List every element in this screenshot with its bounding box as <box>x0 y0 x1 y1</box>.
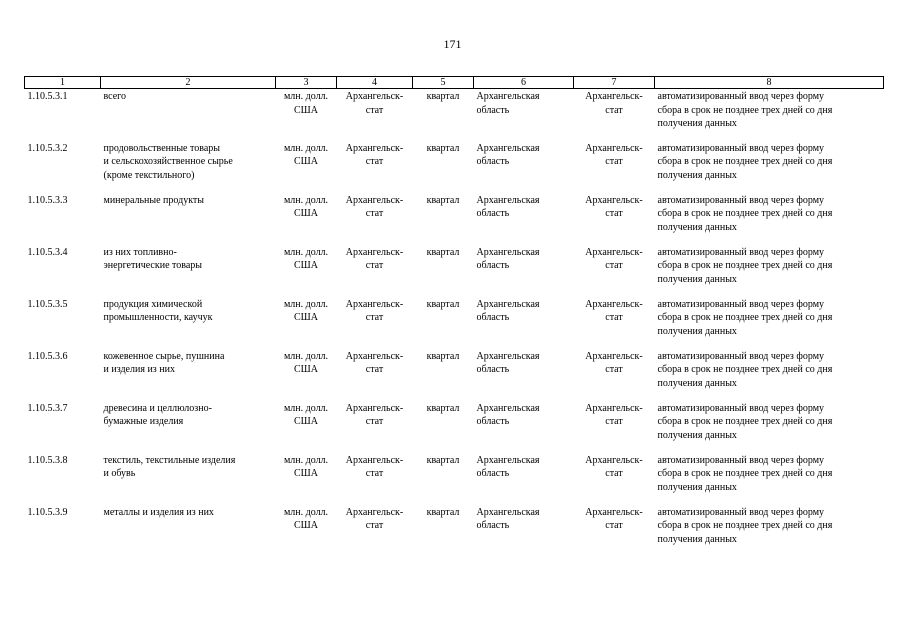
entry-method-text: автоматизированный ввод через форму сбора в срок не позднее трех дней со дня получения данных <box>657 246 833 285</box>
responsible-party-text: Архангельск- стат <box>585 194 643 219</box>
cell-indicator-name <box>101 349 276 401</box>
column-header-3: 3 <box>276 77 337 89</box>
indicator-name-text: всего <box>103 91 127 102</box>
periodicity-text: квартал <box>426 91 460 102</box>
indicator-code-text: 1.10.5.3.1 <box>27 91 68 102</box>
unit-of-measure-text: млн. долл. США <box>283 402 329 427</box>
cell-unit-of-measure <box>276 349 337 401</box>
territory-level-text: Архангельская область <box>476 350 540 375</box>
cell-indicator-name <box>101 89 276 141</box>
data-source-text: Архангельск- стат <box>345 402 404 427</box>
cell-territory-level <box>474 349 574 401</box>
page-number: 171 <box>443 37 462 51</box>
responsible-party-text: Архангельск- стат <box>585 506 643 531</box>
entry-method-text: автоматизированный ввод через форму сбора в срок не позднее трех дней со дня получения данных <box>657 142 833 181</box>
data-source-text: Архангельск- стат <box>345 246 404 271</box>
indicator-name-text: древесина и целлюлозно- бумажные изделия <box>103 402 212 427</box>
data-source-text: Архангельск- стат <box>345 298 404 323</box>
cell-responsible-party <box>574 193 655 245</box>
table-row <box>25 89 884 141</box>
cell-unit-of-measure <box>276 141 337 193</box>
indicator-name-text: минеральные продукты <box>103 194 205 206</box>
cell-periodicity <box>413 297 474 349</box>
indicator-name-text: текстиль, текстильные изделия и обувь <box>103 454 236 479</box>
unit-of-measure-text: млн. долл. США <box>283 91 329 116</box>
cell-responsible-party <box>574 141 655 193</box>
cell-territory-level <box>474 453 574 505</box>
territory-level-text: Архангельская область <box>476 402 540 427</box>
indicator-name-text: продовольственные товары и сельскохозяйственное сырье (кроме текстильного) <box>103 142 233 181</box>
table-row <box>25 245 884 297</box>
cell-entry-method <box>655 453 884 505</box>
cell-territory-level <box>474 89 574 141</box>
unit-of-measure-text: млн. долл. США <box>283 142 329 167</box>
responsible-party-text: Архангельск- стат <box>585 142 643 167</box>
periodicity-text: квартал <box>426 350 460 362</box>
table-row <box>25 193 884 245</box>
unit-of-measure-text: млн. долл. США <box>283 454 329 479</box>
cell-unit-of-measure <box>276 505 337 557</box>
cell-entry-method <box>655 505 884 557</box>
indicator-name-text: из них топливно- энергетические товары <box>103 246 203 271</box>
periodicity-text: квартал <box>426 506 460 518</box>
cell-indicator-code <box>25 141 101 193</box>
entry-method-text: автоматизированный ввод через форму сбора в срок не позднее трех дней со дня получения данных <box>657 454 833 493</box>
cell-data-source <box>337 297 413 349</box>
column-header-8: 8 <box>655 77 884 89</box>
territory-level-text: Архангельская область <box>476 298 540 323</box>
data-source-text: Архангельск- стат <box>345 142 404 167</box>
cell-indicator-name <box>101 401 276 453</box>
responsible-party-text: Архангельск- стат <box>585 91 643 116</box>
data-source-text: Архангельск- стат <box>345 506 404 531</box>
data-source-text: Архангельск- стат <box>345 194 404 219</box>
indicator-name-text: кожевенное сырье, пушнина и изделия из них <box>103 350 225 375</box>
cell-unit-of-measure <box>276 297 337 349</box>
cell-periodicity <box>413 349 474 401</box>
cell-indicator-name <box>101 245 276 297</box>
indicator-table <box>24 76 884 557</box>
column-header-6: 6 <box>474 77 574 89</box>
unit-of-measure-text: млн. долл. США <box>283 194 329 219</box>
column-header-5: 5 <box>413 77 474 89</box>
indicator-code-text: 1.10.5.3.3 <box>27 194 68 206</box>
cell-indicator-code <box>25 453 101 505</box>
table-body <box>25 89 884 557</box>
territory-level-text: Архангельская область <box>476 454 540 479</box>
cell-data-source <box>337 141 413 193</box>
cell-indicator-name <box>101 505 276 557</box>
periodicity-text: квартал <box>426 194 460 206</box>
cell-data-source <box>337 401 413 453</box>
cell-indicator-code <box>25 401 101 453</box>
cell-responsible-party <box>574 89 655 141</box>
unit-of-measure-text: млн. долл. США <box>283 506 329 531</box>
column-header-7: 7 <box>574 77 655 89</box>
periodicity-text: квартал <box>426 298 460 310</box>
cell-indicator-name <box>101 297 276 349</box>
unit-of-measure-text: млн. долл. США <box>283 298 329 323</box>
table-row <box>25 453 884 505</box>
cell-data-source <box>337 245 413 297</box>
entry-method-text: автоматизированный ввод через форму сбора в срок не позднее трех дней со дня получения данных <box>657 194 833 233</box>
unit-of-measure-text: млн. долл. США <box>283 350 329 375</box>
data-source-text: Архангельск- стат <box>345 350 404 375</box>
indicator-name-text: продукция химической промышленности, каучук <box>103 298 213 323</box>
cell-entry-method <box>655 349 884 401</box>
cell-territory-level <box>474 245 574 297</box>
territory-level-text: Архангельская область <box>476 246 540 271</box>
indicator-code-text: 1.10.5.3.4 <box>27 246 68 258</box>
cell-indicator-code <box>25 505 101 557</box>
unit-of-measure-text: млн. долл. США <box>283 246 329 271</box>
cell-indicator-name <box>101 453 276 505</box>
table-row <box>25 349 884 401</box>
entry-method-text: автоматизированный ввод через форму сбора в срок не позднее трех дней со дня получения данных <box>657 506 833 545</box>
entry-method-text: автоматизированный ввод через форму сбора в срок не позднее трех дней со дня получения данных <box>657 298 833 337</box>
territory-level-text: Архангельская область <box>476 142 540 167</box>
indicator-code-text: 1.10.5.3.6 <box>27 350 68 362</box>
cell-entry-method <box>655 193 884 245</box>
cell-unit-of-measure <box>276 193 337 245</box>
periodicity-text: квартал <box>426 454 460 466</box>
cell-responsible-party <box>574 245 655 297</box>
cell-responsible-party <box>574 401 655 453</box>
cell-territory-level <box>474 297 574 349</box>
table-row <box>25 401 884 453</box>
territory-level-text: Архангельская область <box>476 506 540 531</box>
entry-method-text: автоматизированный ввод через форму сбора в срок не позднее трех дней со дня получения данных <box>657 402 833 441</box>
data-source-text: Архангельск- стат <box>345 454 404 479</box>
cell-territory-level <box>474 505 574 557</box>
cell-data-source <box>337 193 413 245</box>
table-row <box>25 141 884 193</box>
cell-indicator-code <box>25 89 101 141</box>
cell-unit-of-measure <box>276 453 337 505</box>
entry-method-text: автоматизированный ввод через форму сбора в срок не позднее трех дней со дня получения данных <box>657 350 833 389</box>
cell-unit-of-measure <box>276 245 337 297</box>
column-header-2: 2 <box>101 77 276 89</box>
cell-unit-of-measure <box>276 89 337 141</box>
indicator-code-text: 1.10.5.3.2 <box>27 142 68 154</box>
cell-indicator-code <box>25 193 101 245</box>
cell-periodicity <box>413 401 474 453</box>
cell-indicator-name <box>101 193 276 245</box>
cell-responsible-party <box>574 297 655 349</box>
cell-entry-method <box>655 401 884 453</box>
periodicity-text: квартал <box>426 142 460 154</box>
column-header-4: 4 <box>337 77 413 89</box>
indicator-name-text: металлы и изделия из них <box>103 506 214 518</box>
cell-territory-level <box>474 193 574 245</box>
territory-level-text: Архангельская область <box>476 194 540 219</box>
cell-indicator-code <box>25 349 101 401</box>
cell-indicator-name <box>101 141 276 193</box>
cell-territory-level <box>474 141 574 193</box>
cell-entry-method <box>655 89 884 141</box>
entry-method-text: автоматизированный ввод через форму сбора в срок не позднее трех дней со дня получения данных <box>657 91 833 129</box>
cell-indicator-code <box>25 245 101 297</box>
data-source-text: Архангельск- стат <box>345 91 404 116</box>
cell-data-source <box>337 89 413 141</box>
periodicity-text: квартал <box>426 246 460 258</box>
cell-unit-of-measure <box>276 401 337 453</box>
cell-data-source <box>337 453 413 505</box>
cell-periodicity <box>413 245 474 297</box>
responsible-party-text: Архангельск- стат <box>585 402 643 427</box>
cell-responsible-party <box>574 349 655 401</box>
cell-data-source <box>337 349 413 401</box>
table-row <box>25 297 884 349</box>
cell-periodicity <box>413 505 474 557</box>
responsible-party-text: Архангельск- стат <box>585 298 643 323</box>
territory-level-text: Архангельская область <box>476 91 540 116</box>
responsible-party-text: Архангельск- стат <box>585 350 643 375</box>
cell-responsible-party <box>574 453 655 505</box>
periodicity-text: квартал <box>426 402 460 414</box>
column-header-1: 1 <box>25 77 101 89</box>
responsible-party-text: Архангельск- стат <box>585 246 643 271</box>
cell-responsible-party <box>574 505 655 557</box>
indicator-code-text: 1.10.5.3.9 <box>27 506 68 518</box>
cell-indicator-code <box>25 297 101 349</box>
indicator-code-text: 1.10.5.3.8 <box>27 454 68 466</box>
cell-periodicity <box>413 141 474 193</box>
table-header-row <box>25 77 884 89</box>
cell-entry-method <box>655 245 884 297</box>
indicator-code-text: 1.10.5.3.5 <box>27 298 68 310</box>
cell-territory-level <box>474 401 574 453</box>
table-row <box>25 505 884 557</box>
cell-periodicity <box>413 89 474 141</box>
responsible-party-text: Архангельск- стат <box>585 454 643 479</box>
cell-periodicity <box>413 193 474 245</box>
cell-periodicity <box>413 453 474 505</box>
indicator-code-text: 1.10.5.3.7 <box>27 402 68 414</box>
cell-entry-method <box>655 141 884 193</box>
cell-entry-method <box>655 297 884 349</box>
cell-data-source <box>337 505 413 557</box>
